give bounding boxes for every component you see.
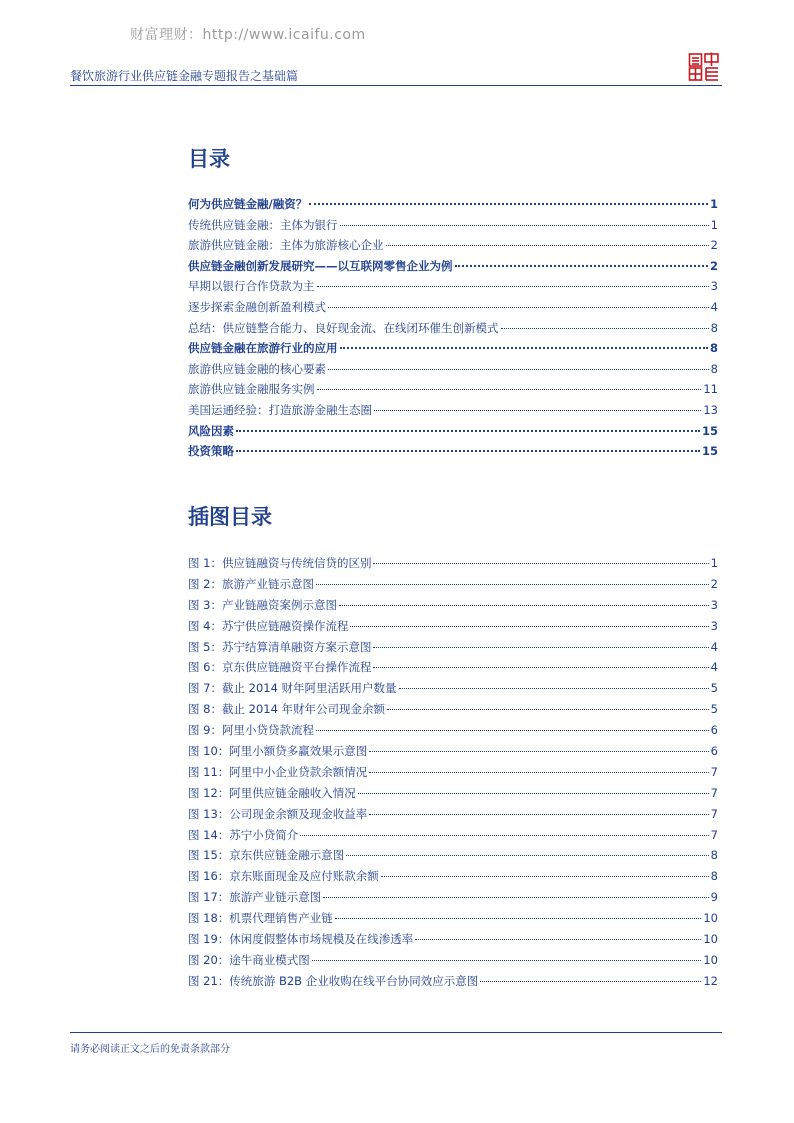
- toc-entry-page: 2: [709, 258, 718, 273]
- figure-entry-text: 图 9：阿里小贷贷款流程: [188, 723, 314, 738]
- dot-leader: [373, 647, 708, 648]
- dot-leader: [373, 667, 708, 668]
- toc-entry[interactable]: [188, 196, 718, 217]
- figure-entry-page: 10: [703, 932, 718, 947]
- dot-leader: [369, 751, 708, 752]
- figure-entry-text: 图 12：阿里供应链金融收入情况: [188, 785, 356, 800]
- brand-logo: [688, 52, 720, 82]
- figure-entry[interactable]: [188, 910, 718, 931]
- dot-leader: [358, 793, 709, 794]
- figure-entry-text: 图 11：阿里中小企业贷款余额情况: [188, 764, 368, 779]
- toc-entry-text: 旅游供应链金融服务实例: [188, 382, 315, 397]
- figure-entry[interactable]: [188, 785, 718, 806]
- toc-entry-page: 4: [710, 299, 718, 314]
- toc-entry-text: 风险因素: [188, 423, 234, 438]
- figure-entry-text: 图 21：传统旅游 B2B 企业收购在线平台协同效应示意图: [188, 973, 479, 988]
- figure-entry[interactable]: [188, 847, 718, 868]
- toc-entry[interactable]: [188, 278, 718, 299]
- toc-entry-text: 传统供应链金融：主体为银行: [188, 217, 338, 232]
- toc-entry[interactable]: [188, 237, 718, 258]
- dot-leader: [369, 772, 708, 773]
- toc-entry-text: 美国运通经验：打造旅游金融生态圈: [188, 402, 372, 417]
- figure-entry-page: 12: [703, 973, 718, 988]
- dot-leader: [316, 584, 709, 585]
- toc-entry-page: 1: [710, 217, 718, 232]
- figure-entry[interactable]: [188, 659, 718, 680]
- toc-entry[interactable]: [188, 361, 718, 382]
- figure-entry-page: 8: [710, 869, 718, 884]
- toc-entry[interactable]: [188, 217, 718, 238]
- dot-leader: [374, 410, 701, 411]
- figure-entry-page: 7: [710, 806, 718, 821]
- figure-entry[interactable]: [188, 555, 718, 576]
- figure-entry[interactable]: [188, 931, 718, 952]
- figure-entry-page: 6: [710, 744, 718, 759]
- figure-entry-page: 6: [710, 723, 718, 738]
- dot-leader: [386, 245, 709, 246]
- figure-entry-text: 图 4：苏宁供应链融资操作流程: [188, 618, 349, 633]
- figure-entry-text: 图 17：旅游产业链示意图: [188, 890, 322, 905]
- figure-entry[interactable]: [188, 827, 718, 848]
- figure-entry-page: 1: [710, 556, 718, 570]
- dot-leader: [236, 430, 700, 432]
- figure-entry-page: 3: [710, 597, 718, 612]
- toc-entry-text: 旅游供应链金融：主体为旅游核心企业: [188, 238, 384, 253]
- toc-entry-page: 8: [710, 320, 718, 335]
- figure-entry-text: 图 8：截止 2014 年财年公司现金余额: [188, 702, 386, 717]
- figure-entry-text: 图 7：截止 2014 财年阿里活跃用户数量: [188, 681, 397, 696]
- figure-entry-page: 4: [710, 660, 718, 675]
- figure-entry-text: 图 1：供应链融资与传统信贷的区别: [188, 556, 372, 570]
- dot-leader: [328, 307, 709, 308]
- toc-entry[interactable]: [188, 402, 718, 423]
- dot-leader: [328, 369, 709, 370]
- figure-entry-text: 图 20：途牛商业模式图: [188, 952, 310, 967]
- figure-entry-page: 5: [710, 681, 718, 696]
- toc-list: [188, 196, 718, 464]
- figure-entry-page: 7: [710, 827, 718, 842]
- figure-entry-text: 图 6：京东供应链融资平台操作流程: [188, 660, 372, 675]
- figures-heading: 插图目录: [188, 505, 272, 529]
- toc-entry-page: 3: [710, 279, 718, 294]
- figure-entry[interactable]: [188, 952, 718, 973]
- figure-entry-page: 7: [710, 764, 718, 779]
- toc-entry[interactable]: [188, 299, 718, 320]
- footer-divider: [70, 1032, 722, 1033]
- toc-entry-text: 何为供应链金融/融资？: [188, 197, 308, 211]
- figure-entry-page: 4: [710, 639, 718, 654]
- figure-entry-page: 9: [710, 890, 718, 905]
- logo-icon: [688, 52, 720, 82]
- dot-leader: [455, 265, 708, 267]
- toc-entry[interactable]: [188, 258, 718, 279]
- dot-leader: [480, 981, 701, 982]
- toc-entry[interactable]: [188, 381, 718, 402]
- figure-entry-page: 10: [703, 911, 718, 926]
- figure-entry-text: 图 19：休闲度假整体市场规模及在线渗透率: [188, 932, 414, 947]
- dot-leader: [340, 225, 709, 226]
- figure-entry-page: 2: [710, 576, 718, 591]
- figure-entry[interactable]: [188, 576, 718, 597]
- figure-entry[interactable]: [188, 597, 718, 618]
- toc-entry-text: 旅游供应链金融的核心要素: [188, 361, 326, 376]
- toc-entry[interactable]: [188, 423, 718, 444]
- dot-leader: [501, 328, 709, 329]
- toc-entry-text: 早期以银行合作贷款为主: [188, 279, 315, 294]
- figure-entry[interactable]: [188, 743, 718, 764]
- dot-leader: [387, 709, 709, 710]
- figure-entry-text: 图 18：机票代理销售产业链: [188, 911, 333, 926]
- toc-entry-text: 供应链金融创新发展研究——以互联网零售企业为例: [188, 258, 453, 273]
- dot-leader: [350, 626, 708, 627]
- dot-leader: [415, 939, 701, 940]
- figure-entry[interactable]: [188, 701, 718, 722]
- dot-leader: [399, 688, 709, 689]
- toc-entry-page: 15: [701, 444, 718, 459]
- figure-entry[interactable]: [188, 806, 718, 827]
- toc-entry-page: 1: [709, 197, 718, 211]
- figure-entry-page: 7: [710, 785, 718, 800]
- dot-leader: [323, 897, 708, 898]
- dot-leader: [317, 286, 709, 287]
- dot-leader: [369, 814, 708, 815]
- figure-entry-text: 图 5：苏宁结算清单融资方案示意图: [188, 639, 372, 654]
- toc-entry-page: 2: [710, 238, 718, 253]
- dot-leader: [346, 855, 708, 856]
- toc-entry[interactable]: [188, 340, 718, 361]
- dot-leader: [340, 347, 708, 349]
- dot-leader: [335, 918, 702, 919]
- toc-heading: 目录: [188, 147, 230, 171]
- toc-entry-text: 逐步探索金融创新盈利模式: [188, 299, 326, 314]
- figure-entry[interactable]: [188, 889, 718, 910]
- toc-entry-page: 13: [703, 402, 718, 417]
- figure-entry-page: 8: [710, 848, 718, 863]
- dot-leader: [339, 605, 709, 606]
- toc-entry[interactable]: [188, 320, 718, 341]
- figure-entry[interactable]: [188, 868, 718, 889]
- figure-entry-text: 图 13：公司现金余额及现金收益率: [188, 806, 368, 821]
- figure-list: [188, 555, 718, 994]
- figure-entry[interactable]: [188, 639, 718, 660]
- toc-entry-text: 投资策略: [188, 444, 234, 459]
- dot-leader: [312, 960, 702, 961]
- figure-entry-page: 10: [703, 952, 718, 967]
- figure-entry[interactable]: [188, 618, 718, 639]
- watermark: 财富理财：http://www.icaifu.com: [130, 27, 366, 43]
- toc-entry-page: 8: [710, 361, 718, 376]
- header-divider: [70, 85, 722, 86]
- toc-entry-text: 总结：供应链整合能力、良好现金流、在线闭环催生创新模式: [188, 320, 499, 335]
- dot-leader: [309, 203, 708, 205]
- figure-entry[interactable]: [188, 764, 718, 785]
- figure-entry[interactable]: [188, 680, 718, 701]
- dot-leader: [316, 730, 709, 731]
- header-title: 餐饮旅游行业供应链金融专题报告之基础篇: [70, 69, 299, 83]
- dot-leader: [317, 389, 702, 390]
- figure-entry[interactable]: [188, 973, 718, 994]
- dot-leader: [381, 876, 709, 877]
- dot-leader: [373, 563, 708, 564]
- figure-entry-text: 图 3：产业链融资案例示意图: [188, 597, 337, 612]
- toc-entry-page: 8: [709, 341, 718, 356]
- figure-entry-text: 图 2：旅游产业链示意图: [188, 576, 314, 591]
- toc-entry[interactable]: [188, 443, 718, 464]
- figure-entry-page: 5: [710, 702, 718, 717]
- dot-leader: [300, 835, 708, 836]
- figure-entry-page: 3: [710, 618, 718, 633]
- toc-entry-page: 11: [703, 382, 718, 397]
- figure-entry-text: 图 10：阿里小额贷多赢效果示意图: [188, 744, 368, 759]
- figure-entry-text: 图 14：苏宁小贷简介: [188, 827, 299, 842]
- figure-entry-text: 图 15：京东供应链金融示意图: [188, 848, 345, 863]
- toc-entry-text: 供应链金融在旅游行业的应用: [188, 341, 338, 356]
- dot-leader: [236, 450, 700, 452]
- figure-entry-text: 图 16：京东账面现金及应付账款余额: [188, 869, 379, 884]
- toc-entry-page: 15: [701, 423, 718, 438]
- footer-disclaimer: 请务必阅读正文之后的免责条款部分: [70, 1044, 230, 1055]
- figure-entry[interactable]: [188, 722, 718, 743]
